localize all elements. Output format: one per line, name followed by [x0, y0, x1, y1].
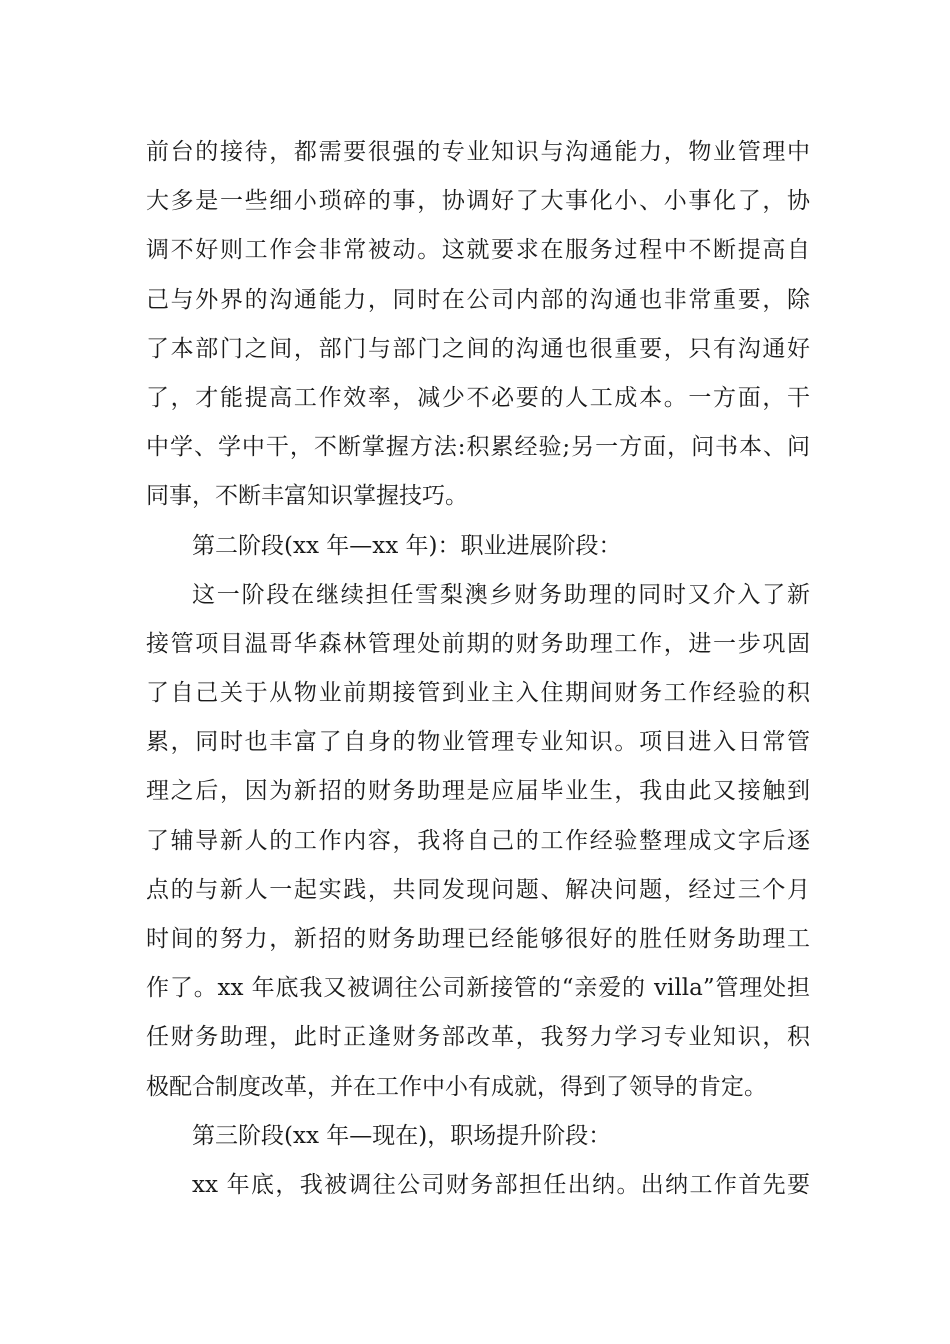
text-line: 第三阶段(xx 年—现在)，职场提升阶段： [192, 1122, 612, 1149]
text-line: 了本部门之间，部门与部门之间的沟通也很重要，只有沟通好 [146, 335, 810, 362]
text-line: 了辅导新人的工作内容，我将自己的工作经验整理成文字后逐 [146, 827, 810, 854]
text-line: 大多是一些细小琐碎的事，协调好了大事化小、小事化了，协 [146, 188, 810, 215]
text-line: 调不好则工作会非常被动。这就要求在服务过程中不断提高自 [146, 237, 810, 264]
text-line: 任财务助理，此时正逢财务部改革，我努力学习专业知识，积 [146, 1024, 810, 1051]
text-line: 己与外界的沟通能力，同时在公司内部的沟通也非常重要，除 [146, 286, 810, 313]
text-line: 了，才能提高工作效率，减少不必要的人工成本。一方面，干 [146, 384, 810, 411]
text-line: 点的与新人一起实践，共同发现问题、解决问题，经过三个月 [146, 876, 810, 903]
text-line: 时间的努力，新招的财务助理已经能够很好的胜任财务助理工 [146, 926, 810, 952]
text-line: 接管项目温哥华森林管理处前期的财务助理工作，进一步巩固 [146, 630, 810, 657]
text-line: 第二阶段(xx 年—xx 年)：职业进展阶段： [192, 532, 622, 559]
paragraph [146, 571, 810, 1112]
text-line: xx 年底，我被调往公司财务部担任出纳。出纳工作首先要 [192, 1171, 810, 1198]
text-line: 作了。xx 年底我又被调往公司新接管的“亲爱的 villa”管理处担 [146, 975, 810, 1002]
paragraph [146, 128, 810, 522]
paragraph [146, 522, 810, 571]
text-line: 前台的接待，都需要很强的专业知识与沟通能力，物业管理中 [146, 139, 810, 165]
text-line: 同事，不断丰富知识掌握技巧。 [146, 483, 468, 510]
text-line: 极配合制度改革，并在工作中小有成就，得到了领导的肯定。 [146, 1073, 767, 1100]
text-line: 累，同时也丰富了自身的物业管理专业知识。项目进入日常管 [146, 729, 810, 756]
text-line: 这一阶段在继续担任雪梨澳乡财务助理的同时又介入了新 [192, 581, 810, 608]
text-line: 中学、学中干，不断掌握方法:积累经验;另一方面，问书本、问 [146, 434, 810, 461]
document-body [146, 128, 810, 1210]
text-line: 理之后，因为新招的财务助理是应届毕业生，我由此又接触到 [146, 778, 810, 805]
paragraph [146, 1112, 810, 1161]
paragraph [146, 1161, 810, 1210]
text-line: 了自己关于从物业前期接管到业主入住期间财务工作经验的积 [146, 680, 810, 707]
